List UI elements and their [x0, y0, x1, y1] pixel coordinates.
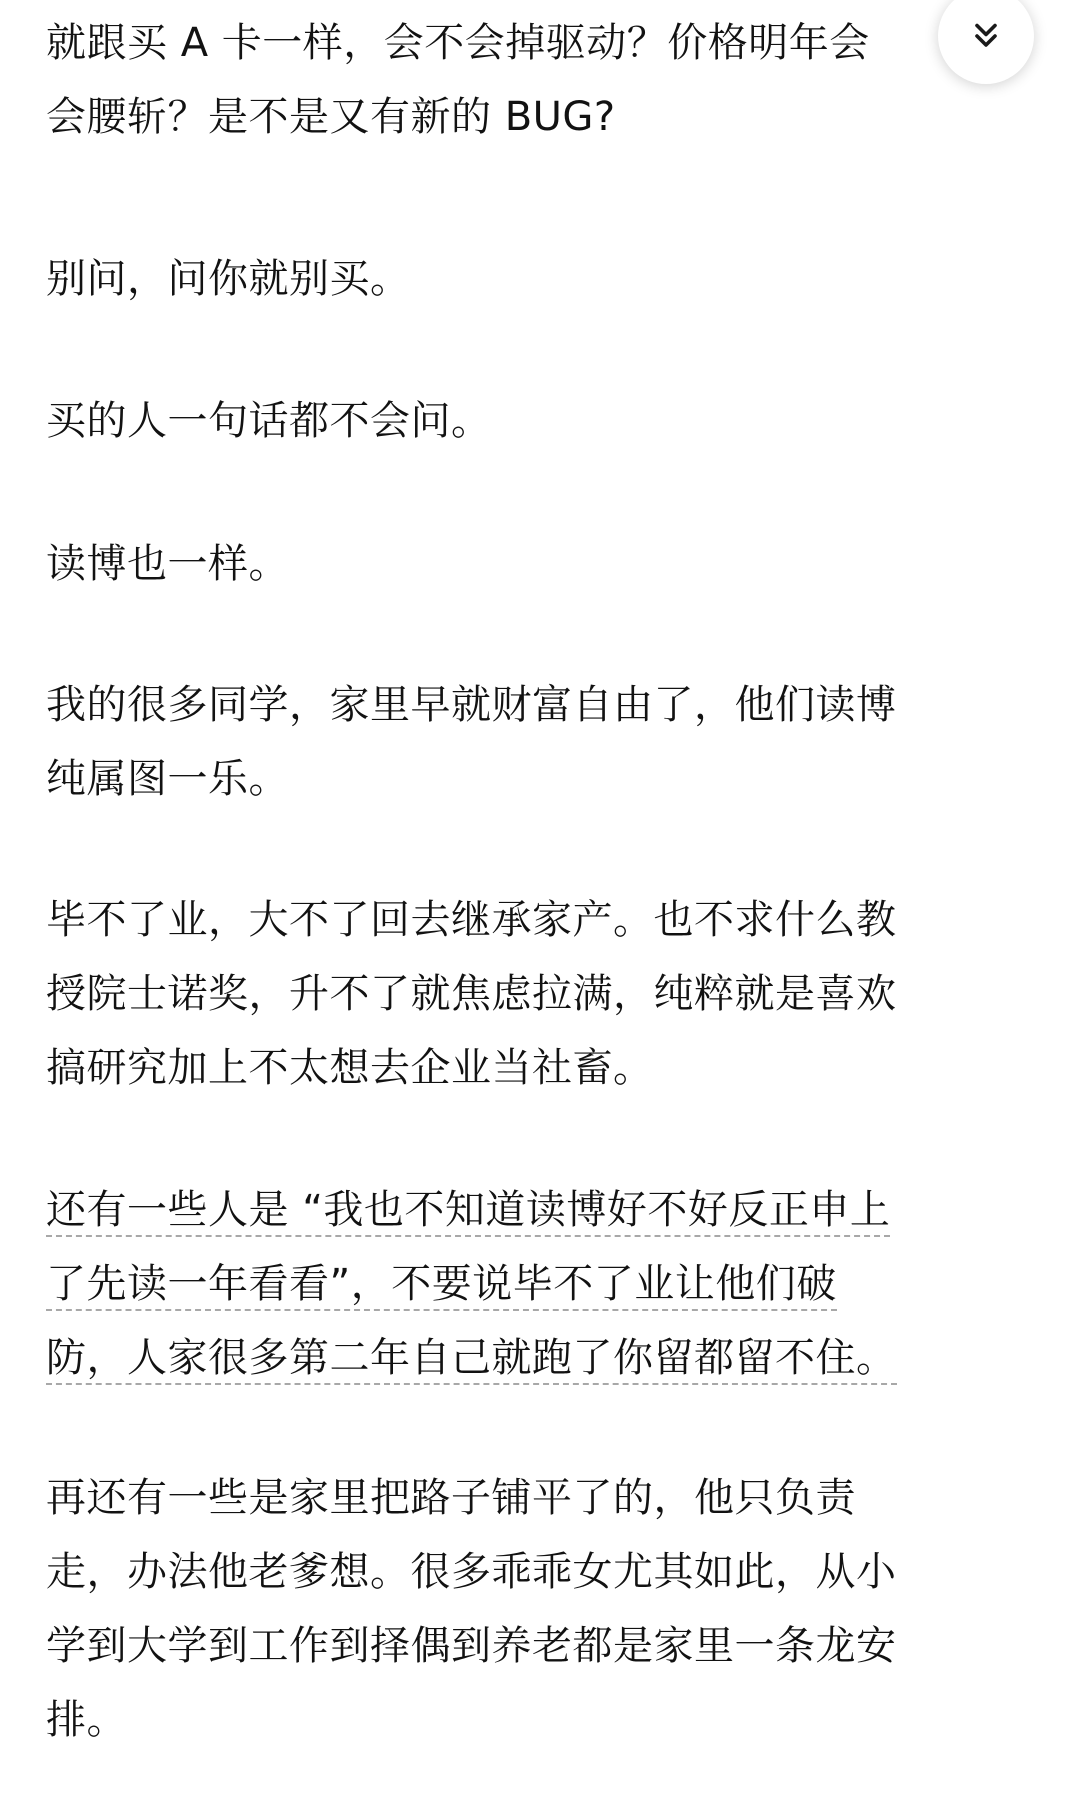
paragraph-line: 会腰斩？是不是又有新的 BUG? [46, 94, 616, 140]
paragraph-line: 就跟买 A 卡一样，会不会掉驱动？价格明年会 [46, 20, 870, 66]
paragraph-line: 别问，问你就别买。 [46, 256, 411, 302]
paragraph-line: 排。 [46, 1697, 127, 1743]
paragraph-line: 买的人一句话都不会问。 [46, 398, 492, 444]
paragraph-line: 搞研究加上不太想去企业当社畜。 [46, 1045, 654, 1091]
paragraph-5 [46, 668, 1036, 816]
paragraph-line: 纯属图一乐。 [46, 756, 289, 802]
highlight-text[interactable]: 还有一些人是 “我也不知道读博好不好反正申上 [46, 1187, 890, 1237]
paragraph-line: 毕不了业，大不了回去继承家产。也不求什么教 [46, 897, 897, 943]
paragraph-3 [46, 384, 1036, 458]
paragraph-line: 学到大学到工作到择偶到养老都是家里一条龙安 [46, 1623, 897, 1669]
paragraph-4 [46, 527, 1036, 601]
paragraph-6 [46, 883, 1036, 1105]
paragraph-line [46, 1321, 1036, 1395]
paragraph-line: 我的很多同学，家里早就财富自由了，他们读博 [46, 682, 897, 728]
paragraph-1 [46, 6, 1036, 154]
paragraph-8 [46, 1461, 1036, 1757]
paragraph-line: 再还有一些是家里把路子铺平了的，他只负责 [46, 1475, 856, 1521]
paragraph-2 [46, 242, 1036, 316]
paragraph-line: 走，办法他老爹想。很多乖乖女尤其如此，从小 [46, 1549, 897, 1595]
paragraph-line [46, 1247, 1036, 1321]
paragraph-7-highlighted[interactable] [46, 1173, 1036, 1395]
double-chevron-down-icon [968, 18, 1004, 54]
highlight-text[interactable]: 防，人家很多第二年自己就跑了你留都留不住。 [46, 1335, 897, 1385]
highlight-text[interactable]: 了先读一年看看”，不要说毕不了业让他们破 [46, 1261, 837, 1311]
paragraph-line: 读博也一样。 [46, 541, 289, 587]
paragraph-line: 授院士诺奖，升不了就焦虑拉满，纯粹就是喜欢 [46, 971, 897, 1017]
paragraph-line [46, 1173, 1036, 1247]
